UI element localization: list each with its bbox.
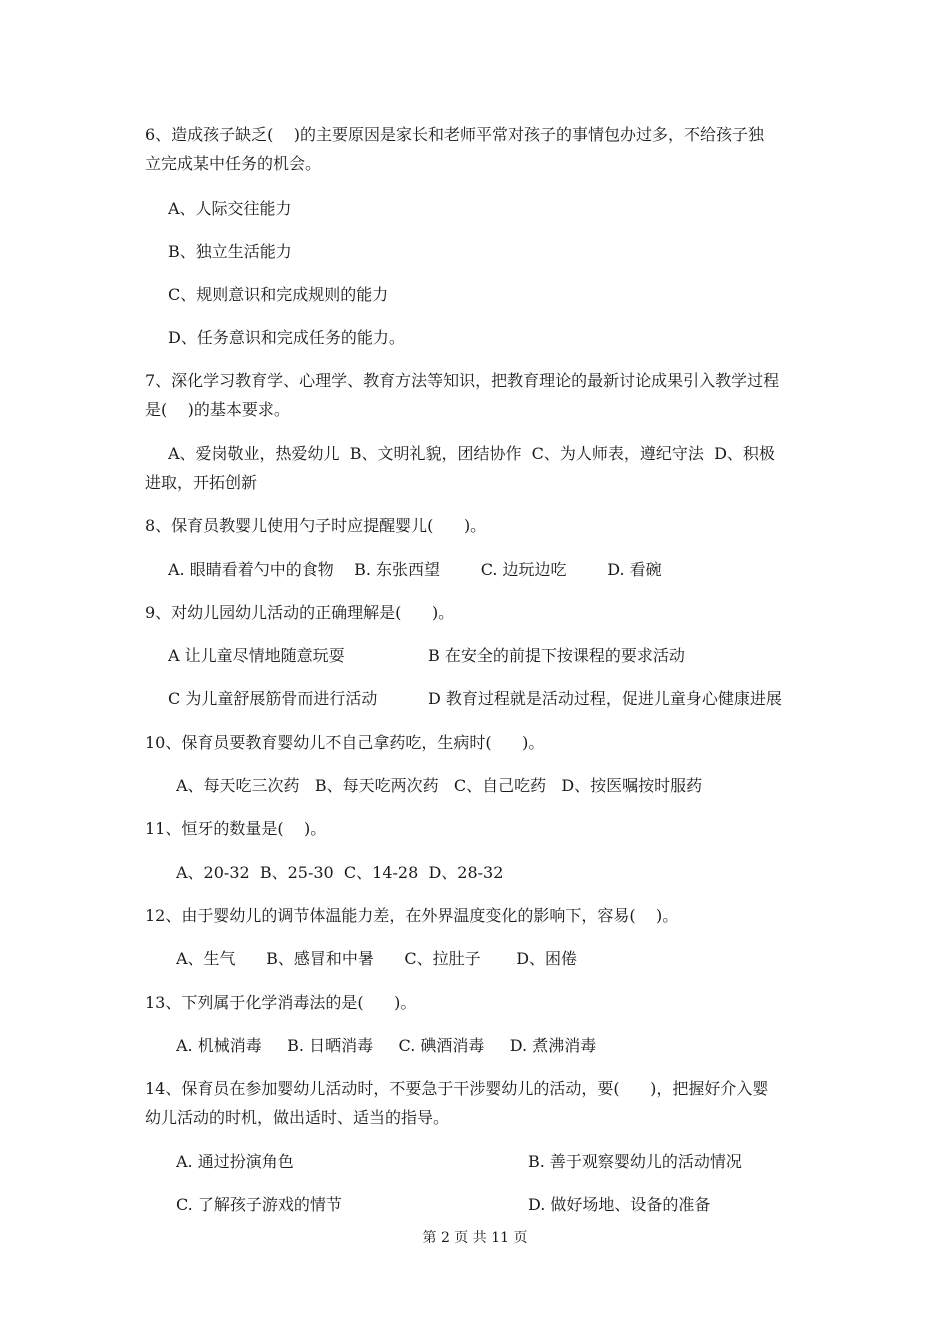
question-6-option-c: C、规则意识和完成规则的能力: [168, 285, 389, 304]
question-12-options: A、生气 B、感冒和中暑 C、拉肚子 D、困倦: [176, 949, 578, 968]
question-6-option-a: A、人际交往能力: [168, 199, 292, 218]
question-9-option-d: D 教育过程就是活动过程，促进儿童身心健康进展: [428, 689, 782, 708]
question-6-stem-line-2: 立完成某中任务的机会。: [145, 154, 322, 173]
question-10-options: A、每天吃三次药 B、每天吃两次药 C、自己吃药 D、按医嘱按时服药: [176, 776, 703, 795]
question-6-option-d: D、任务意识和完成任务的能力。: [168, 328, 405, 347]
question-14-option-b: B. 善于观察婴幼儿的活动情况: [528, 1152, 742, 1171]
question-13-options: A. 机械消毒 B. 日晒消毒 C. 碘酒消毒 D. 煮沸消毒: [176, 1036, 597, 1055]
page-number-footer: 第 2 页 共 11 页: [422, 1230, 528, 1246]
question-9-option-c: C 为儿童舒展筋骨而进行活动: [168, 689, 378, 708]
question-8-options: A. 眼睛看着勺中的食物 B. 东张西望 C. 边玩边吃 D. 看碗: [168, 560, 662, 579]
question-12-stem: 12、由于婴幼儿的调节体温能力差，在外界温度变化的影响下，容易( )。: [145, 906, 679, 925]
question-14-option-d: D. 做好场地、设备的准备: [528, 1195, 711, 1214]
question-10-stem: 10、保育员要教育婴幼儿不自己拿药吃，生病时( )。: [145, 733, 545, 752]
question-7-stem-line-1: 7、深化学习教育学、心理学、教育方法等知识，把教育理论的最新讨论成果引入教学过程: [145, 371, 780, 390]
question-11-options: A、20-32 B、25-30 C、14-28 D、28-32: [176, 863, 504, 882]
question-6-stem-line-1: 6、造成孩子缺乏( )的主要原因是家长和老师平常对孩子的事情包办过多，不给孩子独: [145, 125, 765, 144]
question-9-stem: 9、对幼儿园幼儿活动的正确理解是( )。: [145, 603, 455, 622]
question-13-stem: 13、下列属于化学消毒法的是( )。: [145, 993, 417, 1012]
question-7-options-line-2: 进取，开拓创新: [145, 473, 258, 492]
question-14-option-c: C. 了解孩子游戏的情节: [176, 1195, 342, 1214]
question-6-option-b: B、独立生活能力: [168, 242, 292, 261]
question-7-options-line-1: A、爱岗敬业，热爱幼儿 B、文明礼貌，团结协作 C、为人师表，遵纪守法 D、积极: [168, 444, 775, 463]
question-7-stem-line-2: 是( )的基本要求。: [145, 400, 290, 419]
question-11-stem: 11、恒牙的数量是( )。: [145, 819, 327, 838]
question-14-stem-line-1: 14、保育员在参加婴幼儿活动时，不要急于干涉婴幼儿的活动，要( )，把握好介入婴: [145, 1079, 769, 1098]
question-14-stem-line-2: 幼儿活动的时机，做出适时、适当的指导。: [145, 1108, 450, 1127]
question-8-stem: 8、保育员教婴儿使用勺子时应提醒婴儿( )。: [145, 516, 487, 535]
question-14-option-a: A. 通过扮演角色: [176, 1152, 294, 1171]
question-9-option-b: B 在安全的前提下按课程的要求活动: [428, 646, 685, 665]
question-9-option-a: A 让儿童尽情地随意玩耍: [168, 646, 345, 665]
